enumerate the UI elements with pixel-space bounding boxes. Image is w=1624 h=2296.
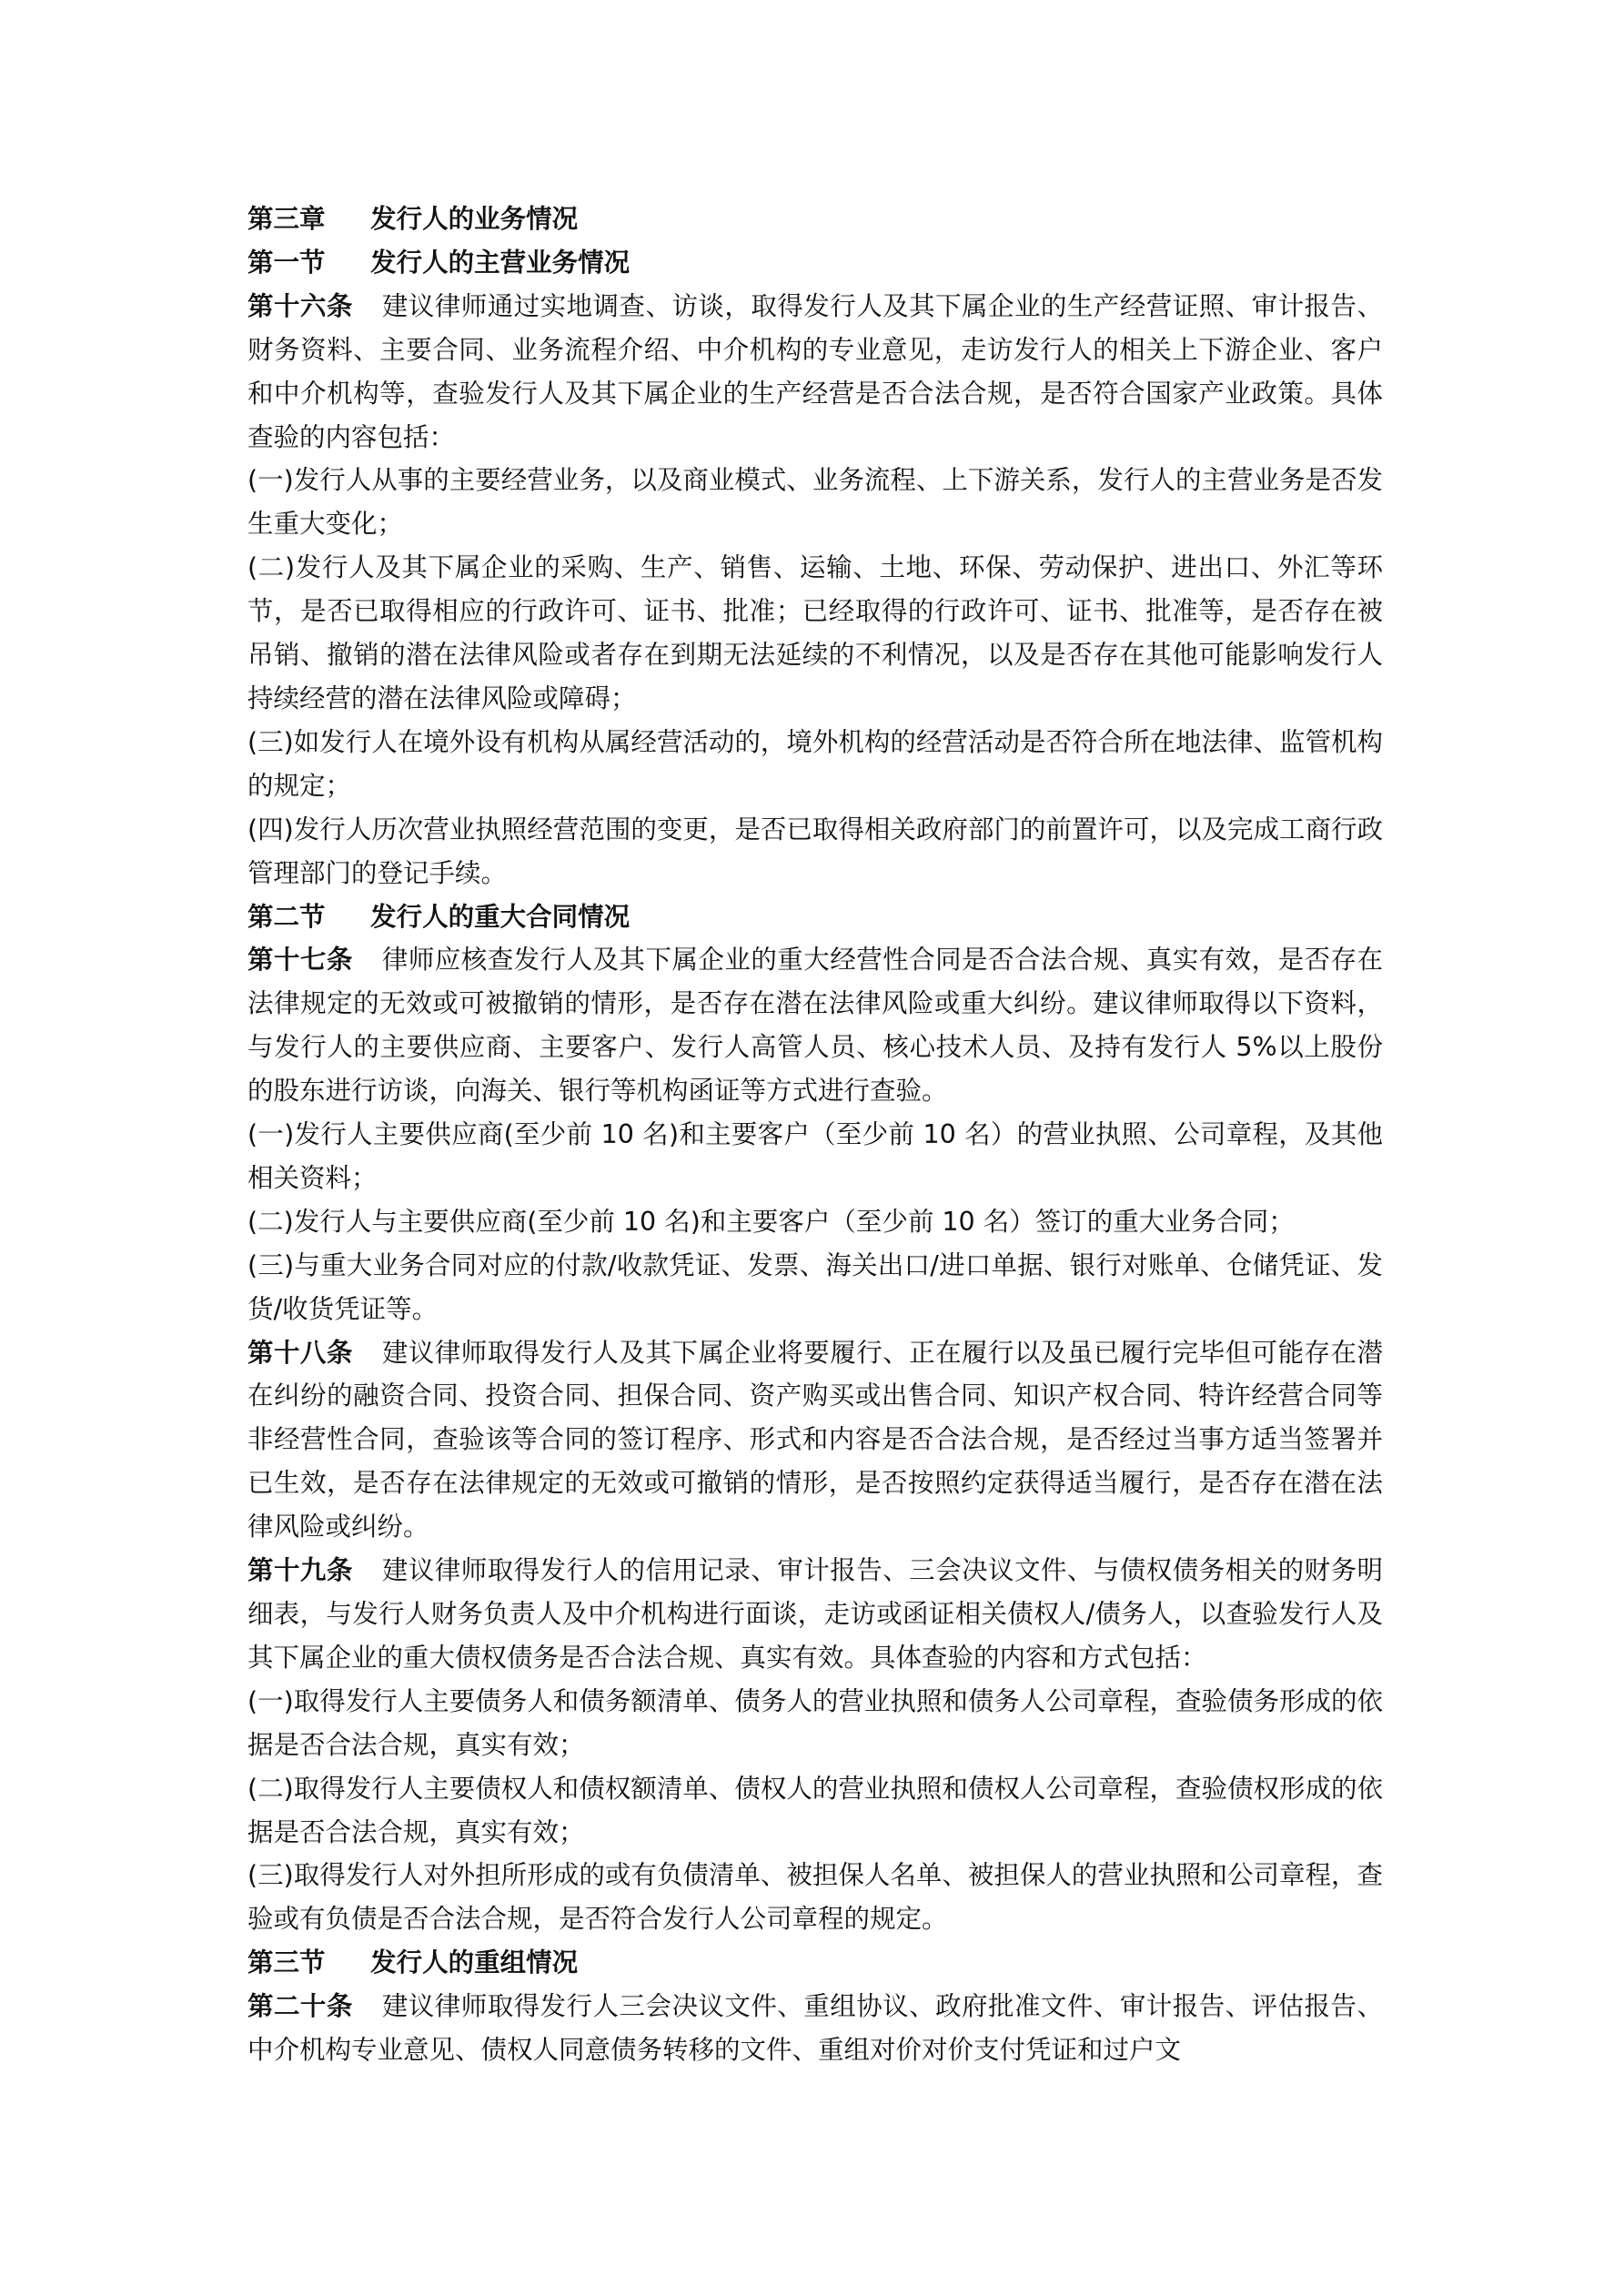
section-heading	[247, 895, 1383, 939]
list-item: (二)发行人与主要供应商(至少前 10 名)和主要客户（至少前 10 名）签订的重大业务合同；	[247, 1206, 1295, 1237]
section-title: 发行人的主营业务情况	[370, 247, 630, 278]
list-item: (三)如发行人在境外设有机构从属经营活动的，境外机构的经营活动是否符合所在地法律、监管机构的规定；	[247, 726, 1383, 801]
list-item: (二)发行人及其下属企业的采购、生产、销售、运输、土地、环保、劳动保护、进出口、外汇等环节，是否已取得相应的行政许可、证书、批准；已经取得的行政许可、证书、批准等，是否存在被吊销、撤销的潜在法律风险或者存在到期无法延续的不利情况，以及是否存在其他可能影响发行人持续经营的潜在法律风险或障碍；	[247, 552, 1383, 713]
article-label: 第二十条	[247, 1991, 353, 2022]
article-text: 建议律师取得发行人及其下属企业将要履行、正在履行以及虽已履行完毕但可能存在潜在纠纷的融资合同、投资合同、担保合同、资产购买或出售合同、知识产权合同、特许经营合同等非经营性合同，查验该等合同的签订程序、形式和内容是否合法合规，是否经过当事方适当签署并已生效，是否存在法律规定的无效或可撤销的情形，是否按照约定获得适当履行，是否存在潜在法律风险或纠纷。	[247, 1337, 1383, 1542]
list-item: (一)发行人主要供应商(至少前 10 名)和主要客户（至少前 10 名）的营业执照、公司章程，及其他相关资料；	[247, 1119, 1383, 1193]
list-item: (一)取得发行人主要债务人和债务额清单、债务人的营业执照和债务人公司章程，查验债务形成的依据是否合法合规，真实有效；	[247, 1685, 1383, 1760]
section-title: 发行人的重大合同情况	[370, 901, 630, 932]
article-label: 第十八条	[247, 1337, 353, 1368]
article-text: 建议律师取得发行人三会决议文件、重组协议、政府批准文件、审计报告、评估报告、中介机构专业意见、债权人同意债务转移的文件、重组对价对价支付凭证和过户文	[247, 1991, 1383, 2066]
article-text: 律师应核查发行人及其下属企业的重大经营性合同是否合法合规、真实有效，是否存在法律规定的无效或可被撤销的情形，是否存在潜在法律风险或重大纠纷。建议律师取得以下资料，与发行人的主要供应商、主要客户、发行人高管人员、核心技术人员、及持有发行人 5%以上股份的股东进行访谈，向海关、银行等机构函证等方式进行查验。	[247, 945, 1383, 1107]
chapter-heading	[247, 197, 1383, 241]
document-page	[247, 197, 1383, 2072]
section-heading	[247, 241, 1383, 285]
article-paragraph	[247, 1985, 1383, 2072]
list-item: (三)取得发行人对外担所形成的或有负债清单、被担保人名单、被担保人的营业执照和公司章程，查验或有负债是否合法合规，是否符合发行人公司章程的规定。	[247, 1860, 1383, 1935]
section-title: 发行人的重组情况	[370, 1947, 579, 1978]
article-label: 第十七条	[247, 945, 353, 976]
list-item: (一)发行人从事的主要经营业务，以及商业模式、业务流程、上下游关系，发行人的主营业务是否发生重大变化；	[247, 465, 1383, 540]
article-label: 第十九条	[247, 1555, 353, 1586]
section-label: 第三节	[247, 1947, 326, 1978]
article-paragraph	[247, 1549, 1383, 1680]
section-label: 第一节	[247, 247, 326, 278]
article-paragraph	[247, 1331, 1383, 1550]
chapter-label: 第三章	[247, 204, 326, 234]
article-paragraph	[247, 285, 1383, 460]
article-label: 第十六条	[247, 290, 353, 321]
article-text: 建议律师取得发行人的信用记录、审计报告、三会决议文件、与债权债务相关的财务明细表，与发行人财务负责人及中介机构进行面谈，走访或函证相关债权人/债务人，以查验发行人及其下属企业的重大债权债务是否合法合规、真实有效。具体查验的内容和方式包括：	[247, 1555, 1383, 1673]
article-paragraph	[247, 938, 1383, 1113]
section-heading	[247, 1941, 1383, 1985]
chapter-title: 发行人的业务情况	[370, 204, 579, 234]
section-label: 第二节	[247, 901, 326, 932]
list-item: (三)与重大业务合同对应的付款/收款凭证、发票、海关出口/进口单据、银行对账单、仓储凭证、发货/收货凭证等。	[247, 1249, 1383, 1324]
article-text: 建议律师通过实地调查、访谈，取得发行人及其下属企业的生产经营证照、审计报告、财务资料、主要合同、业务流程介绍、中介机构的专业意见，走访发行人的相关上下游企业、客户和中介机构等，查验发行人及其下属企业的生产经营是否合法合规，是否符合国家产业政策。具体查验的内容包括：	[247, 290, 1383, 452]
list-item: (四)发行人历次营业执照经营范围的变更，是否已取得相关政府部门的前置许可，以及完成工商行政管理部门的登记手续。	[247, 814, 1383, 888]
list-item: (二)取得发行人主要债权人和债权额清单、债权人的营业执照和债权人公司章程，查验债权形成的依据是否合法合规，真实有效；	[247, 1773, 1383, 1847]
